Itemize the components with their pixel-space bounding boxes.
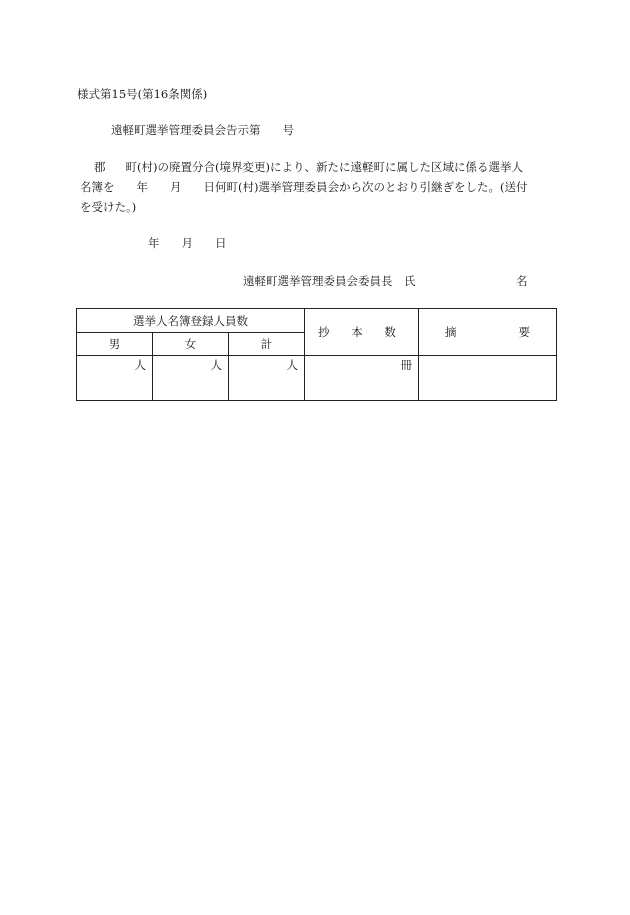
notice-prefix: 遠軽町選挙管理委員会告示第 xyxy=(111,123,261,137)
signature-title: 遠軽町選挙管理委員会委員長 氏 xyxy=(243,274,416,288)
body-text: 名簿を xyxy=(80,180,115,194)
date-line xyxy=(148,236,227,250)
cell-total xyxy=(229,356,305,401)
header-total: 計 xyxy=(229,333,305,356)
form-number: 様式第15号(第16条関係) xyxy=(77,87,208,101)
header-remarks-char-1: 摘 xyxy=(445,325,457,339)
unit-volume: 冊 xyxy=(400,358,413,372)
header-copies-label: 抄 本 数 xyxy=(318,325,405,339)
body-text: 年 xyxy=(136,180,148,194)
cell-remarks xyxy=(419,356,557,401)
notice-suffix: 号 xyxy=(282,123,294,137)
body-text: 町(村)の廃置分合(境界変更)により、新たに遠軽町に属した区域に係る選挙人 xyxy=(125,160,523,174)
body-line-1 xyxy=(94,160,523,174)
unit-person: 人 xyxy=(210,358,222,372)
notice-title xyxy=(111,123,294,137)
signature-name-char: 名 xyxy=(516,274,528,288)
header-remarks xyxy=(419,309,557,356)
roster-table xyxy=(76,308,557,401)
cell-male xyxy=(77,356,153,401)
header-registered-count: 選挙人名簿登録人員数 xyxy=(77,309,305,333)
body-text: 郡 xyxy=(94,160,106,174)
unit-person: 人 xyxy=(134,358,146,372)
body-line-2 xyxy=(80,180,527,194)
cell-copies xyxy=(305,356,419,401)
cell-female xyxy=(153,356,229,401)
body-text: 日何町(村)選挙管理委員会から次のとおり引継ぎをした。(送付 xyxy=(203,180,528,194)
date-month: 月 xyxy=(181,236,193,250)
body-line-3: を受けた。) xyxy=(80,200,137,214)
header-copies xyxy=(305,309,419,356)
body-text: 月 xyxy=(170,180,182,194)
header-female: 女 xyxy=(153,333,229,356)
date-day: 日 xyxy=(215,236,227,250)
date-year: 年 xyxy=(148,236,160,250)
header-male: 男 xyxy=(77,333,153,356)
header-remarks-char-2: 要 xyxy=(518,325,531,339)
unit-person: 人 xyxy=(286,358,299,372)
